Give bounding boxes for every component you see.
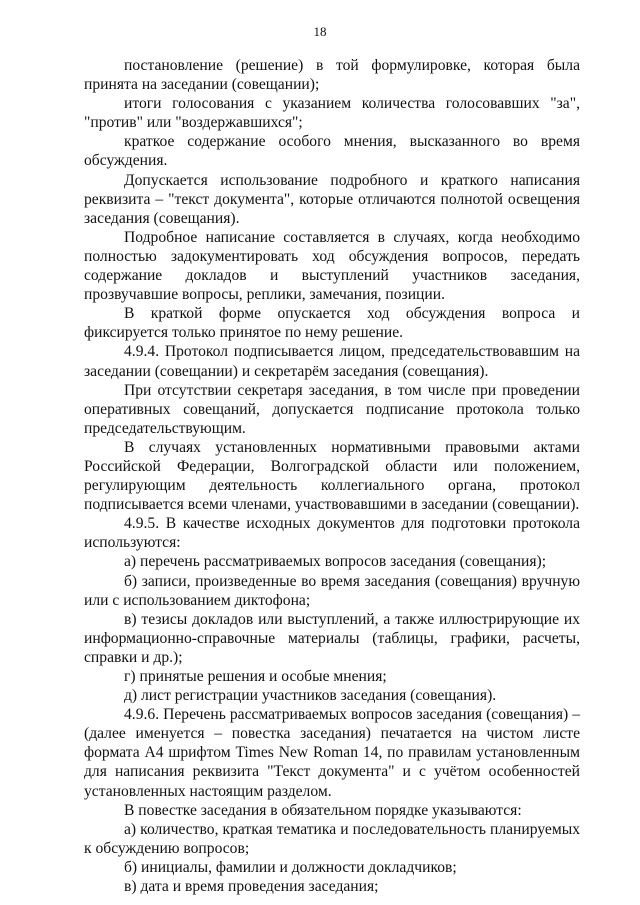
agenda-item-a-count: а) количество, краткая тематика и последовательность планируемых к обсуждению вопросов; xyxy=(84,820,580,857)
paragraph-resolution-wording: постановление (решение) в той формулировке, которая была принята на заседании (совещании); xyxy=(84,57,580,94)
paragraph-4-9-5: 4.9.5. В качестве исходных документов для подготовки протокола используются: xyxy=(84,515,580,552)
paragraph-brief-form: В краткой форме опускается ход обсуждения вопроса и фиксируется только принятое по нему решение. xyxy=(84,305,580,342)
paragraph-all-members-sign: В случаях установленных нормативными правовыми актами Российской Федерации, Волгоградской области или положением, регулирующим деятельность коллегиального органа, протокол подписывается всеми членами, участвовавшими в заседании (совещании). xyxy=(84,438,580,514)
paragraph-4-9-4: 4.9.4. Протокол подписывается лицом, председательствовавшим на заседании (совещании) и секретарём заседания (совещания). xyxy=(84,343,580,380)
paragraph-4-9-6: 4.9.6. Перечень рассматриваемых вопросов заседания (совещания) – (далее именуется – повестка заседания) печатается на чистом листе формата А4 шрифтом Times New Roman 14, по правилам установленным для написания реквизита "Текст документа" и с учётом особенностей установленных настоящим разделом. xyxy=(84,706,580,800)
paragraph-dissenting-opinion: краткое содержание особого мнения, высказанного во время обсуждения. xyxy=(84,133,580,170)
paragraph-agenda-requirements: В повестке заседания в обязательном порядке указываются: xyxy=(124,801,522,819)
list-item-b-records: б) записи, произведенные во время заседания (совещания) вручную или с использованием диктофона; xyxy=(84,572,580,609)
agenda-item-b-speakers: б) инициалы, фамилии и должности докладчиков; xyxy=(124,858,457,876)
document-body xyxy=(84,56,580,896)
paragraph-detailed-form: Подробное написание составляется в случаях, когда необходимо полностью задокументировать ход обсуждения вопросов, передать содержание докладов и выступлений участников заседания, прозвучавшие вопросы, реплики, замечания, позиции. xyxy=(84,228,580,304)
list-item-d-registration: д) лист регистрации участников заседания (совещания). xyxy=(124,687,497,705)
list-item-v-theses: в) тезисы докладов или выступлений, а также иллюстрирующие их информационно-справочные материалы (таблицы, графики, расчеты, справки и др.); xyxy=(84,610,580,666)
list-item-g-decisions: г) принятые решения и особые мнения; xyxy=(124,668,387,685)
agenda-item-v-date-time: в) дата и время проведения заседания; xyxy=(124,878,379,896)
paragraph-detailed-and-brief-forms: Допускается использование подробного и краткого написания реквизита – "текст документа", которые отличаются полнотой освещения заседания (совещания). xyxy=(84,171,580,227)
page-number: 18 xyxy=(313,24,327,39)
list-item-a-agenda: а) перечень рассматриваемых вопросов заседания (совещания); xyxy=(124,553,547,571)
paragraph-voting-results: итоги голосования с указанием количества голосовавших "за", "против" или "воздержавшихся"; xyxy=(84,95,580,132)
paragraph-no-secretary: При отсутствии секретаря заседания, в том числе при проведении оперативных совещаний, допускается подписание протокола только председательствующим. xyxy=(84,381,580,437)
